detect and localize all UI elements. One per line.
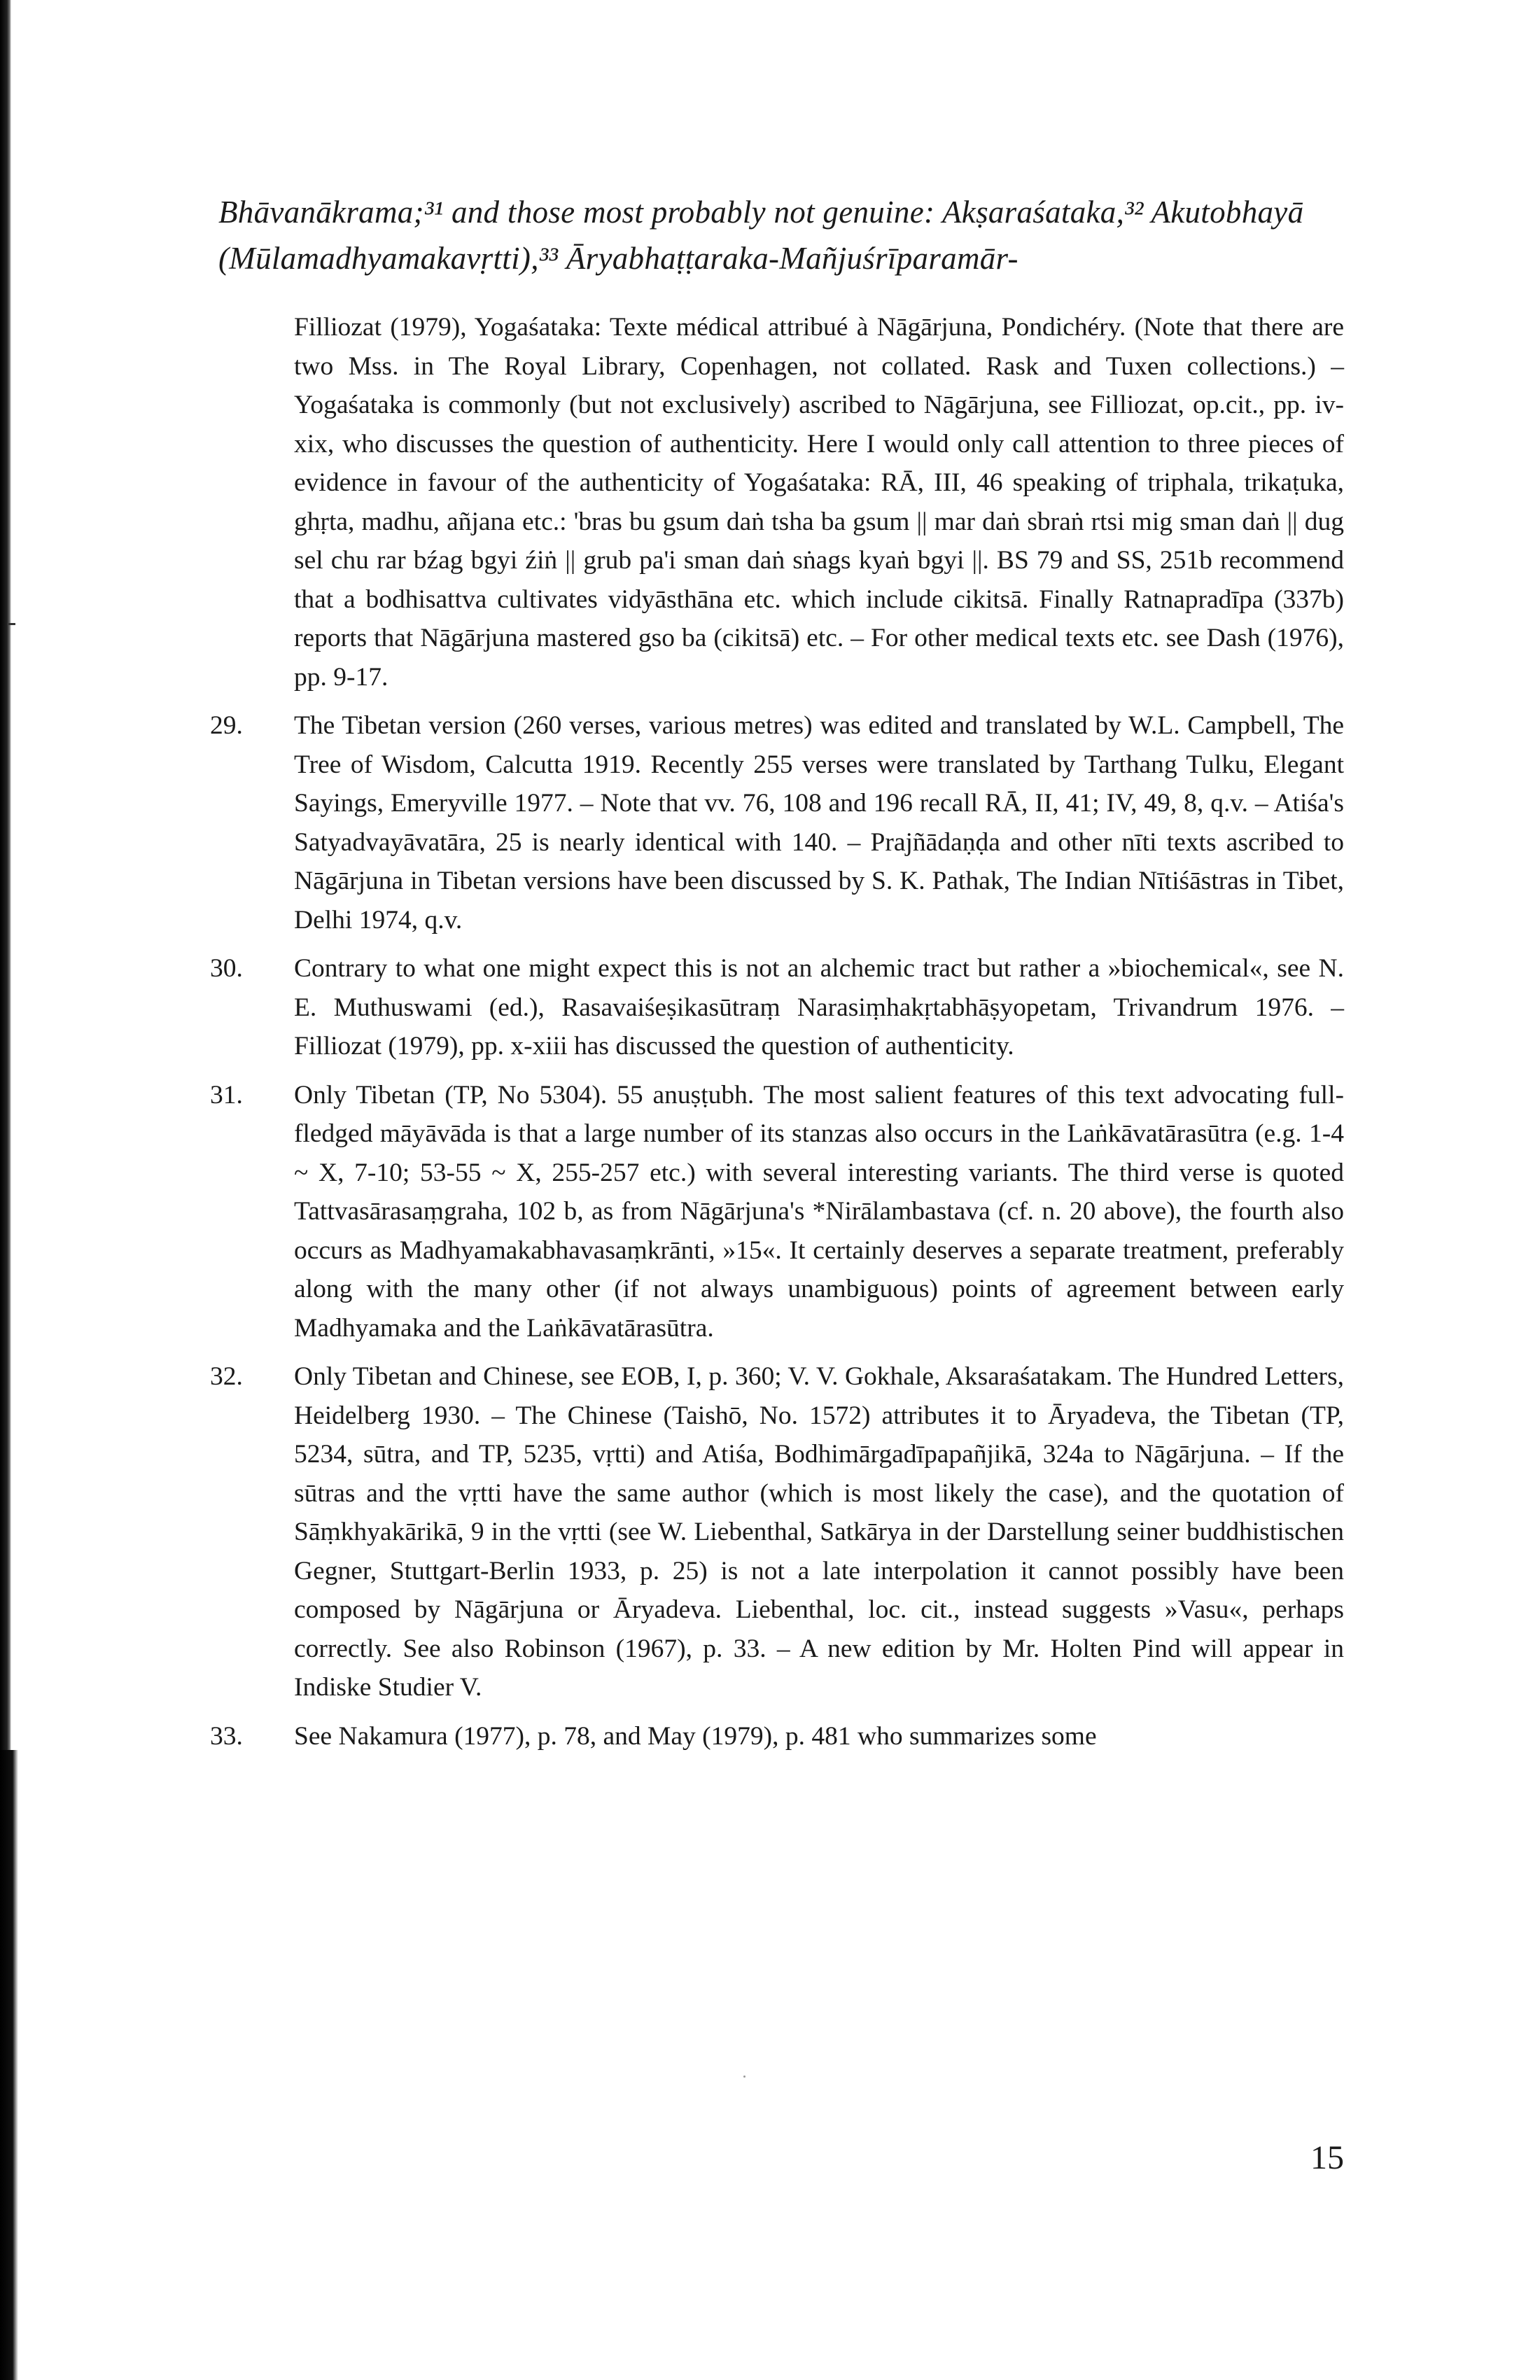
- footnotes: [210, 308, 1344, 1765]
- footnote-number: 31.: [210, 1080, 243, 1110]
- footnote-text: Only Tibetan (TP, No 5304). 55 anuṣṭubh. The most salient features of this text advocating full-fledged māyāvāda is that a large number of its stanzas also occurs in the Laṅkāvatārasūtra (e.g. 1-4 ~ X, 7-10; 53-55 ~ X, 255-257 etc.) with several interesting variants. The third verse is quoted Tattvasārasaṃgraha, 102 b, as from Nāgārjuna's *Nirālambastava (cf. n. 20 above), the fourth also occurs as Madhyamakabhavasaṃkrānti, »15«. It certainly deserves a separate treatment, preferably along with the many other (if not always unambiguous) points of agreement between early Madhyamaka and the Laṅkāvatārasūtra.: [294, 1080, 1344, 1343]
- footnote-number: 30.: [210, 954, 243, 983]
- footnote-33: [210, 1717, 1344, 1756]
- footnote-number: 33.: [210, 1721, 243, 1751]
- footnote-32: [210, 1357, 1344, 1707]
- footnote-30: [210, 949, 1344, 1066]
- main-text-line: Bhāvanākrama;³¹ and those most probably not genuine: Akṣaraśataka,³² Akutobhayā (Mūlamadhyamakavṛtti),³³ Āryabhaṭṭaraka-Mañjuśrīparamār-: [218, 195, 1304, 276]
- footnote-31: [210, 1076, 1344, 1348]
- scan-edge-mark: [8, 623, 15, 625]
- scan-edge-shadow-lower: [0, 1750, 18, 2380]
- page-number: 15: [1310, 2139, 1344, 2176]
- footnote-text: See Nakamura (1977), p. 78, and May (1979), p. 481 who summarizes some: [294, 1721, 1097, 1751]
- footnote-number: 29.: [210, 711, 243, 740]
- footnote-text: Only Tibetan and Chinese, see EOB, I, p. 360; V. V. Gokhale, Aksaraśatakam. The Hundred Letters, Heidelberg 1930. – The Chinese (Taishō, No. 1572) attributes it to Āryadeva, the Tibetan (TP, 5234, sūtra, and TP, 5235, vṛtti) and Atiśa, Bodhimārgadīpapañjikā, 324a to Nāgārjuna. – If the sūtras and the vṛtti have the same author (which is most likely the case), and the quotation of Sāṃkhyakārikā, 9 in the vṛtti (see W. Liebenthal, Satkārya in der Darstellung seiner buddhistischen Gegner, Stuttgart-Berlin 1933, p. 25) is not a late interpolation it cannot possibly have been composed by Nāgārjuna or Āryadeva. Liebenthal, loc. cit., instead suggests »Vasu«, perhaps correctly. See also Robinson (1967), p. 33. – A new edition by Mr. Holten Pind will appear in Indiske Studier V.: [294, 1362, 1344, 1702]
- footnote-text: Contrary to what one might expect this is not an alchemic tract but rather a »biochemical«, see N. E. Muthuswami (ed.), Rasavaiśeṣikasūtraṃ Narasiṃhakṛtabhāṣyopetam, Trivandrum 1976. – Filliozat (1979), pp. x-xiii has discussed the question of authenticity.: [294, 954, 1344, 1060]
- footnote-29: [210, 706, 1344, 939]
- footnote-continuation: Filliozat (1979), Yogaśataka: Texte médical attribué à Nāgārjuna, Pondichéry. (Note that there are two Mss. in The Royal Library, Copenhagen, not collated. Rask and Tuxen collections.) – Yogaśataka is commonly (but not exclusively) ascribed to Nāgārjuna, see Filliozat, op.cit., pp. iv-xix, who discusses the question of authenticity. Here I would only call attention to three pieces of evidence in favour of the authenticity of Yogaśataka: RĀ, III, 46 speaking of triphala, trikaṭuka, ghṛta, madhu, añjana etc.: 'bras bu gsum daṅ tsha ba gsum || mar daṅ sbraṅ rtsi mig sman daṅ || dug sel chu rar bźag bgyi źiṅ || grub pa'i sman daṅ sṅags kyaṅ bgyi ||. BS 79 and SS, 251b recommend that a bodhisattva cultivates vidyāsthāna etc. which include cikitsā. Finally Ratnapradīpa (337b) reports that Nāgārjuna mastered gso ba (cikitsā) etc. – For other medical texts etc. see Dash (1976), pp. 9-17.: [294, 313, 1344, 692]
- book-page: [210, 0, 1344, 2380]
- footnote-number: 32.: [210, 1362, 243, 1391]
- footnote-text: The Tibetan version (260 verses, various metres) was edited and translated by W.L. Campbell, The Tree of Wisdom, Calcutta 1919. Recently 255 verses were translated by Tarthang Tulku, Elegant Sayings, Emeryville 1977. – Note that vv. 76, 108 and 196 recall RĀ, II, 41; IV, 49, 8, q.v. – Atiśa's Satyadvayāvatāra, 25 is nearly identical with 140. – Prajñādaṇḍa and other nīti texts ascribed to Nāgārjuna in Tibetan versions have been discussed by S. K. Pathak, The Indian Nītiśāstras in Tibet, Delhi 1974, q.v.: [294, 711, 1344, 934]
- main-text: [218, 189, 1338, 281]
- scan-speck: [743, 2076, 746, 2078]
